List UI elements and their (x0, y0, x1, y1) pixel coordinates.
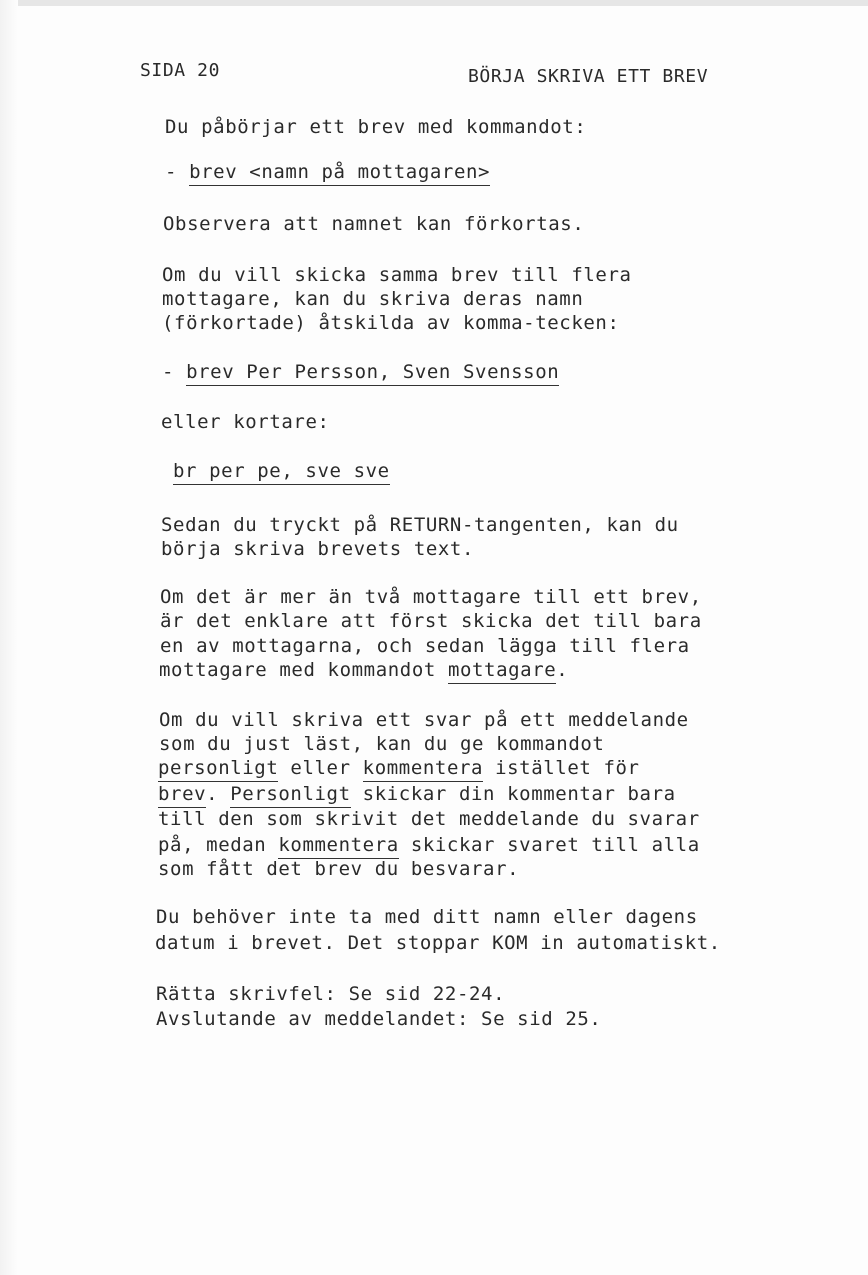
more-line-3: en av mottagarna, och sedan lägga till flera (160, 635, 690, 657)
command-mottagare: mottagare (448, 659, 556, 684)
command-kommentera-2: kommentera (278, 834, 398, 859)
more-line-2: är det enklare att först skicka det till bara (160, 610, 702, 632)
reply-line-7: som fått det brev du besvarar. (158, 858, 520, 880)
command-personligt-2: Personligt (230, 783, 350, 808)
more-line-4-text: mottagare med kommandot (159, 659, 448, 681)
multi-line-3: (förkortade) åtskilda av komma-tecken: (162, 312, 620, 334)
name-line-2: datum i brevet. Det stoppar KOM in automatiskt. (155, 932, 721, 954)
example-short-line (173, 462, 390, 481)
reply-line-4 (158, 785, 676, 804)
command-line (165, 163, 490, 182)
dash: - (162, 361, 175, 383)
more-line-4 (159, 661, 568, 680)
example-full-line (162, 363, 559, 382)
reply-line-3 (158, 759, 640, 778)
reply-line-6 (158, 836, 700, 855)
more-line-1: Om det är mer än två mottagare till ett brev, (160, 586, 702, 608)
reply-line-3-end: istället för (483, 757, 640, 779)
reference-line-2: Avslutande av meddelandet: Se sid 25. (156, 1008, 602, 1030)
section-title: BÖRJA SKRIVA ETT BREV (468, 66, 709, 87)
period: . (556, 659, 569, 681)
command-brev: brev <namn på mottagaren> (189, 161, 490, 186)
example-full-command: brev Per Persson, Sven Svensson (186, 361, 559, 386)
page-edge-left (0, 0, 18, 1275)
multi-line-1: Om du vill skicka samma brev till flera (162, 264, 632, 286)
reply-line-6-start: på, medan (158, 834, 279, 856)
intro-text: Du påbörjar ett brev med kommandot: (165, 116, 587, 138)
page-number: SIDA 20 (140, 60, 221, 81)
command-personligt: personligt (158, 757, 278, 782)
abbrev-note: Observera att namnet kan förkortas. (163, 213, 585, 235)
return-line-2: börja skriva brevets text. (161, 538, 475, 560)
name-line-1: Du behöver inte ta med ditt namn eller dagens (156, 906, 698, 928)
command-kommentera: kommentera (363, 757, 483, 782)
multi-line-2: mottagare, kan du skriva deras namn (162, 288, 584, 310)
reply-line-5: till den som skrivit det meddelande du svarar (158, 808, 700, 830)
reply-line-3-mid: eller (278, 757, 363, 779)
return-line-1: Sedan du tryckt på RETURN-tangenten, kan du (161, 514, 679, 536)
reply-line-4-end: skickar din kommentar bara (350, 783, 676, 805)
reply-line-4-mid: . (206, 783, 231, 805)
shorter-label: eller kortare: (161, 411, 330, 433)
command-brev-inline: brev (158, 783, 206, 808)
reply-line-2: som du just läst, kan du ge kommandot (159, 733, 605, 755)
dash: - (165, 161, 178, 183)
reply-line-6-end: skickar svaret till alla (398, 834, 700, 856)
example-short-command: br per pe, sve sve (173, 460, 390, 485)
reference-line-1: Rätta skrivfel: Se sid 22-24. (156, 983, 506, 1005)
reply-line-1: Om du vill skriva ett svar på ett meddelande (159, 709, 689, 731)
page-edge-top (0, 0, 868, 6)
